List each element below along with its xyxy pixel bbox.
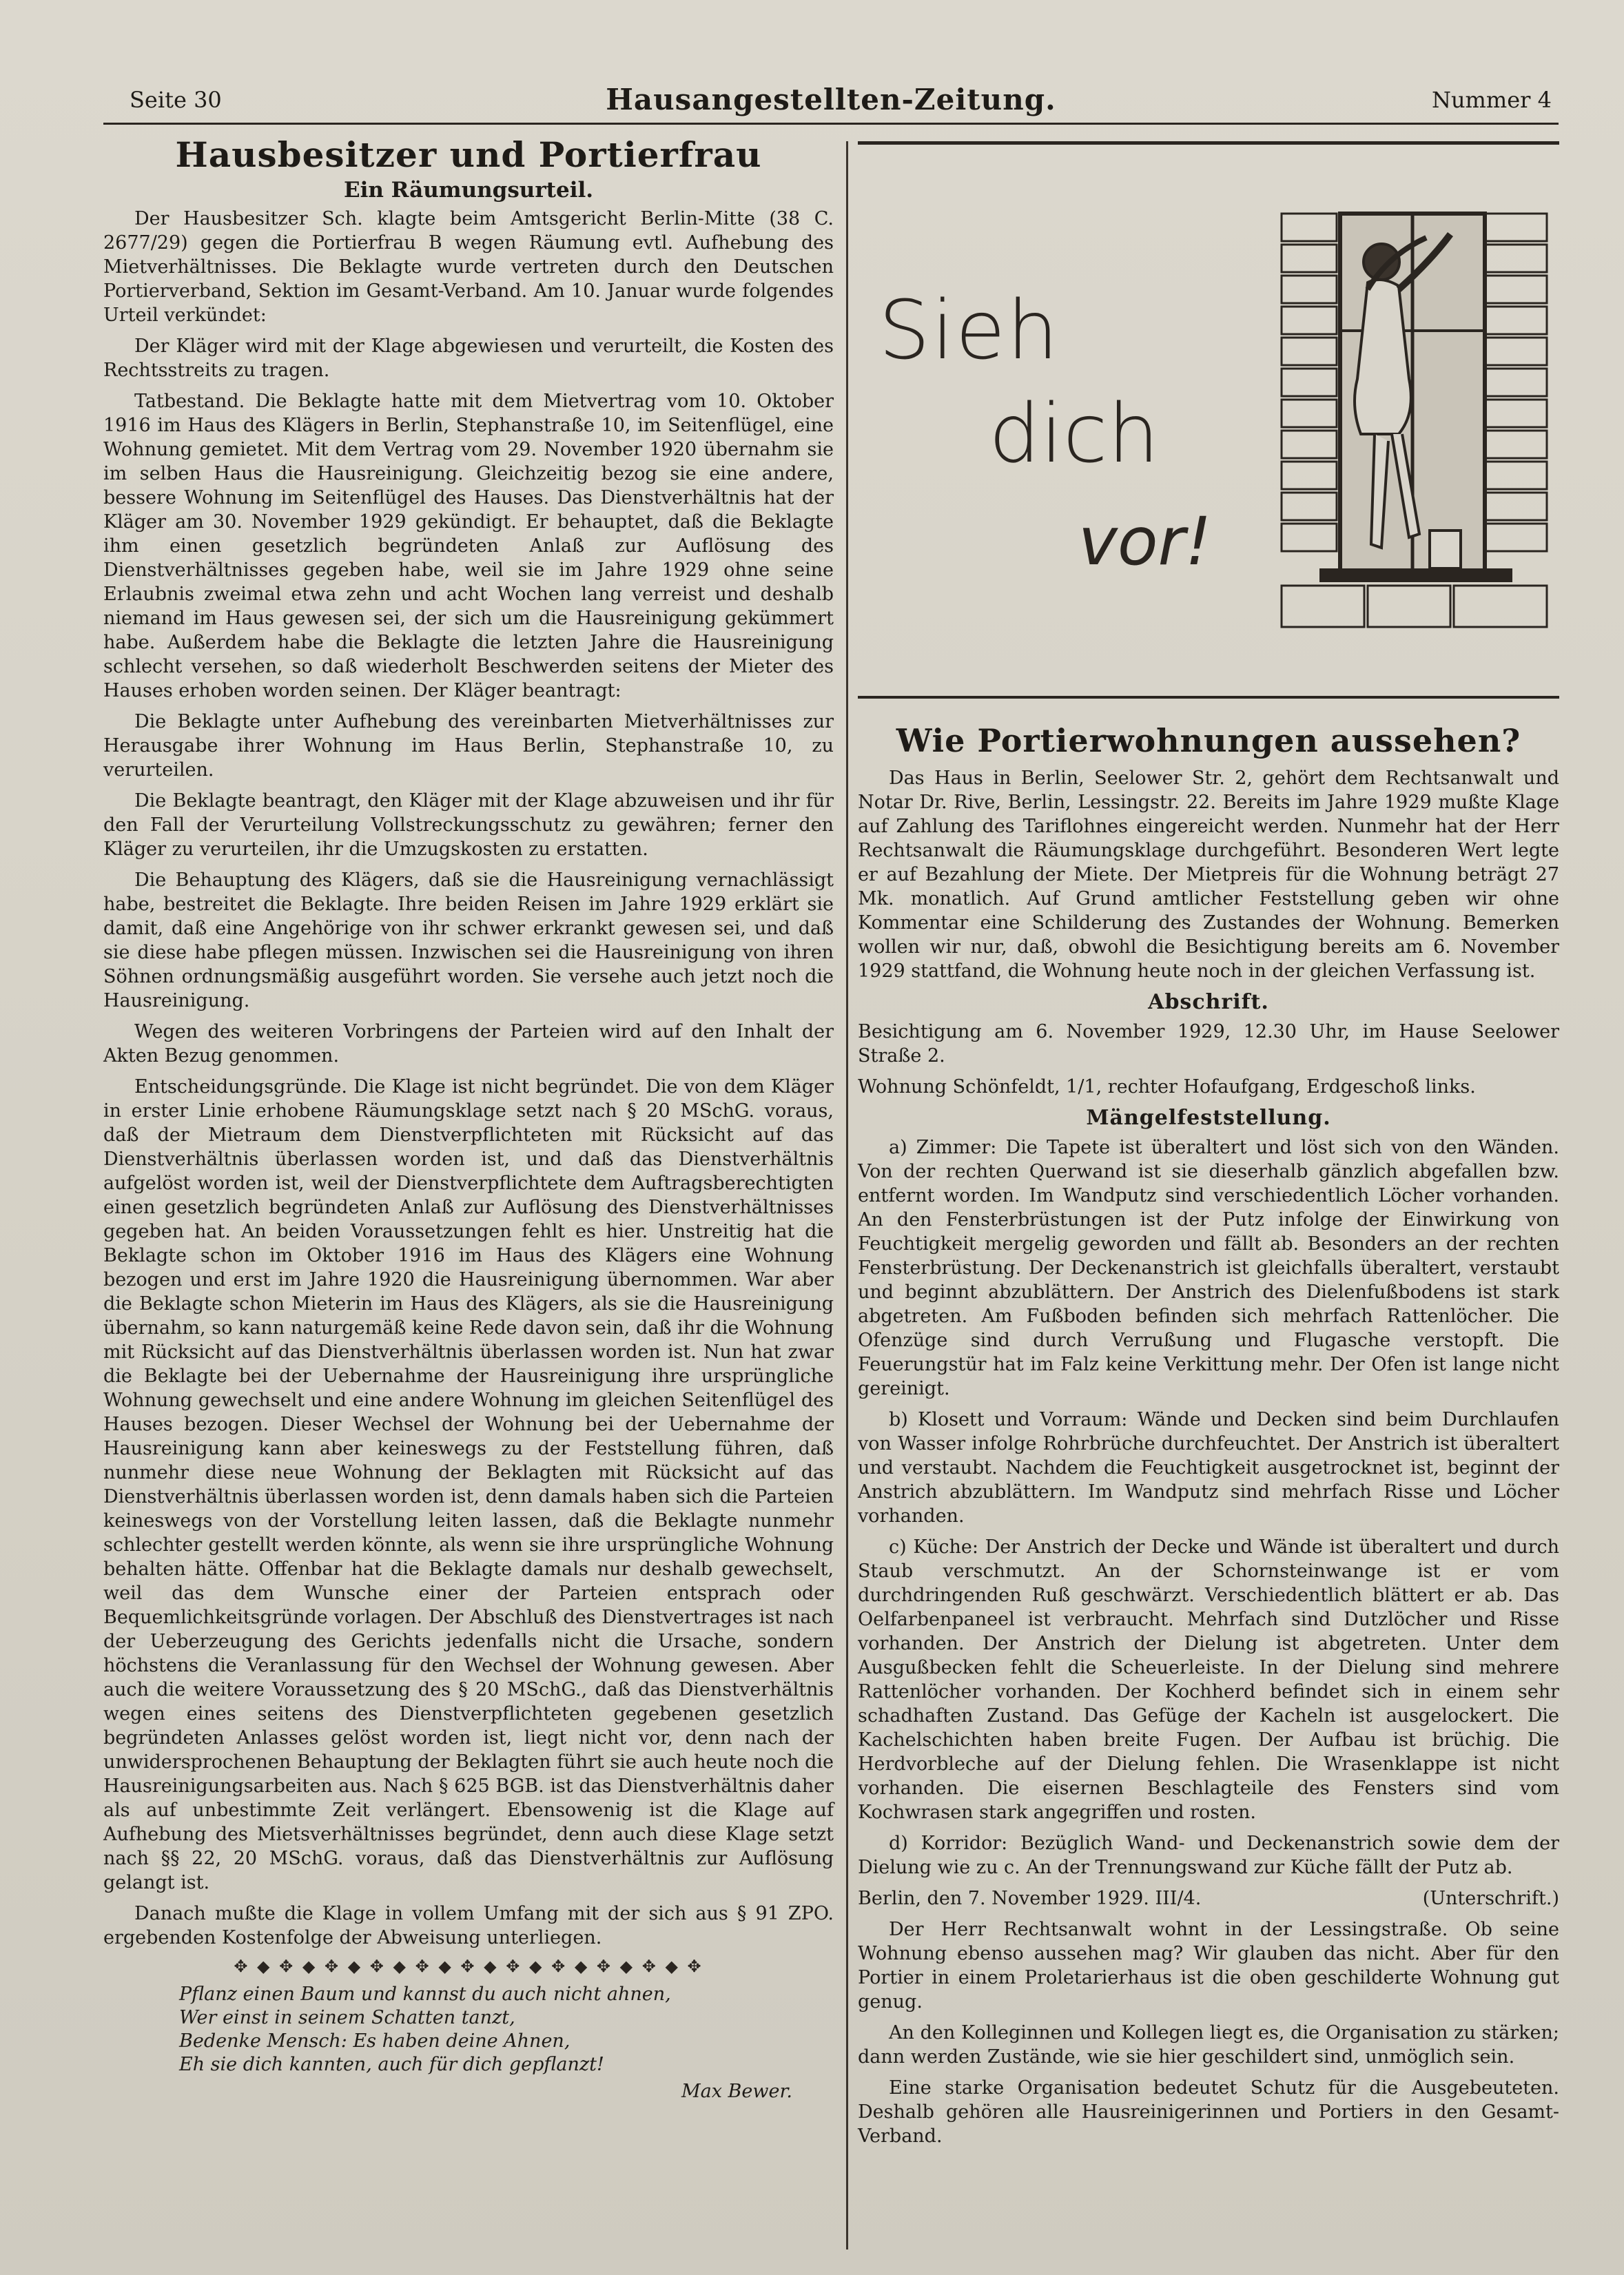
- window-cleaner-illustration: [1278, 186, 1554, 668]
- finding-paragraph: c) Küche: Der Anstrich der Decke und Wände ist überaltert und durch Staub verschmutzt. An der Schornsteinwange ist er vom durchdringenden Ruß geschwärzt. Verschiedentlich blättert er ab. Das Oelfarbenpaneel ist verbraucht. Mehrfach sind Dutzlöcher und Risse vorhanden. Der Anstrich der Dielung ist abgetreten. Unter dem Ausgußbecken fehlt die Scheuerleiste. In der Dielung sind mehrere Rattenlöcher vorhanden. Der Kochherd befindet sich in einem sehr schadhaften Zustand. Das Gefüge der Kacheln ist ausgelockert. Die Kachelschichten haben breite Fugen. Der Aufbau ist brüchig. Die Herdvorbleche auf der Dielung fehlen. Die Wrasenklappe ist nicht vorhanden. Die eisernen Beschlagteile des Fensters sind vom Kochwrasen stark angegriffen und rosten.: [858, 1536, 1559, 1823]
- inspection-line: Besichtigung am 6. November 1929, 12.30 Uhr, im Hause Seelower Straße 2.: [858, 1021, 1559, 1067]
- article-subtitle: Ein Räumungsurteil.: [343, 178, 594, 203]
- article-paragraph: Der Hausbesitzer Sch. klagte beim Amtsgericht Berlin-Mitte (38 C. 2677/29) gegen die Portierfrau B wegen Räumung evtl. Aufhebung des Mietverhältnisses. Die Beklagte wurde vertreten durch den Deutschen Portierverband, Sektion im Gesamt-Verband. Am 10. Januar wurde folgendes Urteil verkündet:: [103, 208, 834, 326]
- article-paragraph: An den Kolleginnen und Kollegen liegt es, die Organisation zu stärken; dann werden Zustände, wie sie hier geschildert sind, unmöglich sein.: [858, 2022, 1559, 2068]
- article-paragraph: Das Haus in Berlin, Seelower Str. 2, gehört dem Rechtsanwalt und Notar Dr. Rive, Berlin, Lessingstr. 22. Bereits im Jahre 1929 mußte Klage auf Zahlung des Tariflohnes eingereicht werden. Nunmehr hat der Herr Rechtsanwalt die Räumungsklage durchgeführt. Besonderen Wert legte er auf Bezahlung der Miete. Der Mietpreis für die Wohnung beträgt 27 Mk. monatlich. Auf Grund amtlicher Feststellung geben wir ohne Kommentar eine Schilderung des Zustandes der Wohnung. Bemerken wollen wir nur, daß, obwohl die Besichtigung bereits am 6. November 1929 stattfand, die Wohnung heute noch in der gleichen Verfassung ist.: [858, 768, 1559, 982]
- apartment-line: Wohnung Schönfeldt, 1/1, rechter Hofaufgang, Erdgeschoß links.: [858, 1076, 1476, 1098]
- poem: [179, 1983, 834, 2077]
- article-paragraph: Der Herr Rechtsanwalt wohnt in der Lessingstraße. Ob seine Wohnung ebenso aussehen mag? Wir glauben das nicht. Aber für den Portier in einem Proletarierhaus ist die oben geschilderte Wohnung gut genug.: [858, 1919, 1559, 2012]
- issue-number: Nummer 4: [1431, 87, 1552, 113]
- poem-line: Bedenke Mensch: Es haben deine Ahnen,: [179, 2030, 571, 2052]
- ad-line-1: Sieh: [878, 282, 1060, 378]
- poem-line: Pflanz einen Baum und kannst du auch nicht ahnen,: [179, 1984, 671, 2005]
- page-number: Seite 30: [130, 87, 222, 113]
- right-column: [858, 710, 1559, 2155]
- article-title: Hausbesitzer und Portierfrau: [175, 134, 762, 175]
- poem-line: Wer einst in seinem Schatten tanzt,: [179, 2007, 515, 2028]
- column-divider: [846, 141, 848, 2250]
- article-title: Wie Portierwohnungen aussehen?: [896, 722, 1521, 759]
- section-heading: Abschrift.: [1148, 990, 1269, 1014]
- ad-line-2: dich: [989, 386, 1160, 481]
- left-column: [103, 134, 834, 2102]
- finding-paragraph: b) Klosett und Vorraum: Wände und Decken sind beim Durchlaufen von Wasser infolge Rohrbrüche durchfeuchtet. Der Anstrich ist überaltert und verstaubt. Nachdem die Feuchtigkeit ausgetrocknet ist, beginnt der Anstrich abzublättern. Im Wandputz sind mehrfach Risse und Löcher vorhanden.: [858, 1409, 1559, 1527]
- ornament-divider: ✥ ◆ ✥ ◆ ✥ ◆ ✥ ◆ ✥ ◆ ✥ ◆ ✥ ◆ ✥ ◆ ✥ ◆ ✥ ◆ ✥: [234, 1957, 703, 1976]
- article-paragraph: Die Beklagte unter Aufhebung des vereinbarten Mietverhältnisses zur Herausgabe ihrer Wohnung im Haus Berlin, Stephanstraße 10, zu verurteilen.: [103, 711, 834, 781]
- poem-author: Max Bewer.: [681, 2081, 792, 2102]
- section-heading: Mängelfeststellung.: [1086, 1106, 1331, 1130]
- running-header: [103, 81, 1559, 125]
- ad-line-3: vor!: [1078, 503, 1212, 580]
- article-paragraph: Tatbestand. Die Beklagte hatte mit dem Mietvertrag vom 10. Oktober 1916 im Haus des Klägers in Berlin, Stephanstraße 10, im Seitenflügel, eine Wohnung gemietet. Mit dem Vertrag vom 29. November 1920 übernahm sie im selben Haus die Hausreinigung. Gleichzeitig bezog sie eine andere, bessere Wohnung im Seitenflügel des Hauses. Das Dienstverhältnis hat der Kläger am 30. November 1929 gekündigt. Er behauptet, daß die Beklagte ihm einen gesetzlich begründeten Anlaß zur Auflösung des Dienstverhältnisses gegeben habe, weil sie im Jahre 1929 ohne seine Erlaubnis zweimal etwa zehn und acht Wochen lang verreist und deshalb niemand im Haus gewesen sei, der sich um die Hausreinigung gekümmert habe. Außerdem habe die Beklagte die letzten Jahre die Hausreinigung schlecht versehen, so daß wiederholt Beschwerden seitens der Mieter des Hauses erhoben worden seinen. Der Kläger beantragt:: [103, 391, 834, 701]
- finding-paragraph: d) Korridor: Bezüglich Wand- und Deckenanstrich sowie dem der Dielung wie zu c. An der Trennungswand zur Küche fällt der Putz ab.: [858, 1833, 1559, 1878]
- place-date: Berlin, den 7. November 1929. III/4.: [858, 1888, 1202, 1909]
- advertisement-box: [858, 141, 1559, 699]
- finding-paragraph: a) Zimmer: Die Tapete ist überaltert und löst sich von den Wänden. Von der rechten Querwand ist sie dieserhalb gänzlich abgefallen bzw. entfernt worden. Im Wandputz sind verschiedentlich Löcher vorhanden. An den Fensterbrüstungen ist der Putz infolge der Einwirkung von Feuchtigkeit mergelig geworden und fällt ab. Besonders an der rechten Fensterbrüstung. Der Deckenanstrich ist gleichfalls überaltert, verstaubt und beginnt abzublättern. Der Anstrich des Dielenfußbodens ist stark abgetreten. Am Fußboden befinden sich mehrfach Rattenlöcher. Die Ofenzüge sind durch Verrußung und Flugasche verstopft. Die Feuerungstür hat im Falz keine Verkittung mehr. Der Ofen ist lange nicht gereinigt.: [858, 1137, 1559, 1399]
- article-paragraph: Wegen des weiteren Vorbringens der Parteien wird auf den Inhalt der Akten Bezug genommen.: [103, 1021, 834, 1067]
- article-paragraph: Entscheidungsgründe. Die Klage ist nicht begründet. Die von dem Kläger in erster Linie erhobene Räumungsklage setzt nach § 20 MSchG. voraus, daß der Mietraum dem Dienstverpflichteten mit Rücksicht auf das Dienstverhältnis überlassen worden ist, und daß das Dienstverhältnis aufgelöst worden ist, weil der Dienstverpflichtete dem Auftragsberechtigten einen gesetzlich begründeten Anlaß zur Auflösung des Dienstverhältnisses gegeben hat. An beiden Voraussetzungen fehlt es hier. Unstreitig hat die Beklagte schon im Oktober 1916 im Haus des Klägers eine Wohnung bezogen und erst im Jahre 1920 die Hausreinigung übernommen. War aber die Beklagte schon Mieterin im Haus des Klägers, als sie die Hausreinigung übernahm, so kann naturgemäß keine Rede davon sein, daß ihr die Wohnung mit Rücksicht auf das Dienstverhältnis überlassen worden ist. Nun hat zwar die Beklagte bei der Uebernahme der Hausreinigung ihre ursprüngliche Wohnung gewechselt und eine andere Wohnung im gleichen Seitenflügel des Hauses bezogen. Dieser Wechsel der Wohnung bei der Uebernahme der Hausreinigung kann aber keineswegs zu der Feststellung führen, daß nunmehr diese neue Wohnung der Beklagten mit Rücksicht auf das Dienstverhältnis überlassen worden ist, denn damals haben sich die Parteien keineswegs von der Vorstellung leiten lassen, daß die Beklagte nunmehr schlechter gestellt werden könnte, als wenn sie ihre ursprüngliche Wohnung behalten hätte. Offenbar hat die Beklagte damals nur deshalb gewechselt, weil das dem Wunsche einer der Parteien entsprach oder Bequemlichkeitsgründe vorlagen. Der Abschluß des Dienstvertrages ist nach der Ueberzeugung des Gerichts jedenfalls nicht die Ursache, sondern höchstens die Veranlassung für den Wechsel der Wohnung gewesen. Aber auch die weitere Voraussetzung des § 20 MSchG., daß das Dienstverhältnis wegen eines seitens des Dienstverpflichteten gegebenen gesetzlich begründeten Anlasses gelöst worden ist, liegt nicht vor, denn nach der unwidersprochenen Behauptung der Beklagten führt sie auch heute noch die Hausreinigungsarbeiten aus. Nach § 625 BGB. ist das Dienstverhältnis daher als auf unbestimmte Zeit verlängert. Ebensowenig ist die Klage auf Aufhebung des Mietsverhältnisses begründet, denn auch diese Klage setzt nach §§ 22, 20 MSchG. voraus, daß das Dienstverhältnis zur Auflösung gelangt ist.: [103, 1076, 834, 1893]
- dateline: [858, 1886, 1559, 1911]
- signature-note: (Unterschrift.): [1422, 1888, 1559, 1909]
- article-paragraph: Die Beklagte beantragt, den Kläger mit der Klage abzuweisen und ihr für den Fall der Verurteilung Vollstreckungsschutz zu gewähren; ferner den Kläger zu verurteilen, ihr die Umzugskosten zu erstatten.: [103, 790, 834, 860]
- article-paragraph: Eine starke Organisation bedeutet Schutz für die Ausgebeuteten. Deshalb gehören alle Hausreinigerinnen und Portiers in den Gesamt-Verband.: [858, 2077, 1559, 2147]
- article-paragraph: Der Kläger wird mit der Klage abgewiesen und verurteilt, die Kosten des Rechtsstreits zu tragen.: [103, 336, 834, 381]
- newspaper-title: Hausangestellten-Zeitung.: [606, 83, 1056, 116]
- article-paragraph: Danach mußte die Klage in vollem Umfang mit der sich aus § 91 ZPO. ergebenden Kostenfolge der Abweisung unterliegen.: [103, 1903, 834, 1948]
- poem-line: Eh sie dich kannten, auch für dich gepflanzt!: [179, 2054, 604, 2075]
- article-paragraph: Die Behauptung des Klägers, daß sie die Hausreinigung vernachlässigt habe, bestreitet die Beklagte. Ihre beiden Reisen im Jahre 1929 erklärt sie damit, daß eine Angehörige von ihr schwer erkrankt gewesen sei, und daß sie diese habe pflegen müssen. Inzwischen sei die Hausreinigung von ihren Söhnen ordnungsmäßig ausgeführt worden. Sie versehe auch jetzt noch die Hausreinigung.: [103, 869, 834, 1011]
